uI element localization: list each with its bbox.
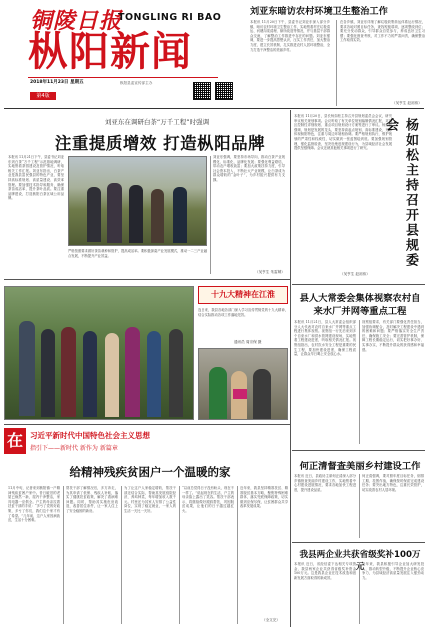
- qr-code-left[interactable]: [193, 82, 211, 100]
- feature-body-col-5: 近年来，我县坚持精准扶贫、精准脱贫基本方略，聚焦特殊困难群体，落实兜底保障政策，切实做到应保尽保，让贫困群众共享改革发展成果。: [240, 486, 288, 509]
- right-bottom-body-1: 本报讯 近日，省经信委下达相关专项资金，我县两家企业共获得省级奖补资金100万元。这是我县企业在技术改造和创新发展方面取得的新成效。: [294, 562, 356, 580]
- top-right-body-2: 在各乡镇，刘亚东详细了解垃圾收集转运体系运行情况，要求各地对照目标任务，查找短板弱项，逐项整改到位；要充分发动群众，引导群众自觉参与，养成良好卫生习惯；要强化督查考核，对工作不力的严肃问责，确保整治工作取得实效。: [340, 20, 425, 43]
- edition-number-badge: [30, 92, 56, 100]
- right-rule-2: [292, 450, 425, 451]
- qr-code-right[interactable]: [215, 82, 233, 100]
- feature-body-col-2: 帮扶干部了解情况后，多方奔走，为其申请了低保、残疾人补贴，落实了健康扶贫政策，解决了看病难问题。同时，帮助其实施危房改造，改善居住条件，让一家人住上了安全稳固的新房。: [66, 486, 118, 513]
- promo-body: 连日来，我县各地各部门深入学习宣传贯彻党的十九大精神，结合实际推动各项工作落地见效。: [198, 308, 288, 317]
- middle-bottom-rule: [4, 424, 290, 425]
- column-badge: [4, 428, 26, 454]
- main-photo: [68, 156, 207, 246]
- main-byline: （吴亨生 朱雷嫣）: [255, 270, 285, 274]
- column-sub: 指引下——新时代 新作为 新篇章: [30, 445, 118, 452]
- feature-photo-caption: 通讯员 周宗保 摄: [234, 340, 262, 344]
- column-name: 习近平新时代中国特色社会主义思想: [30, 431, 150, 440]
- right-mid-body-2: 视察组要求，有关部门要强化责任担当，加强协调配合，及时解决工程建设中遇到的困难和问题；要严格落实安全生产责任，确保施工安全；要完善管护机制，保障工程长期稳定运行，切实把好事办好、实事办实，不断提升群众的获得感和幸福感。: [362, 320, 424, 352]
- feature-headline[interactable]: 给精神残疾贫困户一个温暖的家: [69, 465, 231, 479]
- right-vertical-byline: （吴亨生 赵裕伟）: [340, 272, 370, 276]
- main-body-bottom: 严格按照要求做好茶苗栽种和管护，提高成活率。要积极探索产业发展模式，推动一二三产业融合发展，不断提升产业效益。: [68, 249, 207, 258]
- right-bottom-headline[interactable]: 我县两企业共获省级奖补100万元: [299, 550, 421, 572]
- market-photo: [198, 348, 288, 420]
- main-kicker: 刘亚东在调研白茶“万千工程”时强调: [104, 118, 210, 126]
- paper-name-pinyin: TONGLING RI BAO: [118, 12, 222, 23]
- right-lower-body-1: 本报讯 近日，县政协主席何正清深入部分乡镇督查美丽乡村建设工作，实地察看中心村建设进展情况，要求各地加快工程进度，提升建设品质。: [294, 474, 356, 492]
- masthead-rule: [28, 77, 218, 78]
- feature-body-col-4: “以前总觉得日子没有盼头，现在不一样了。”说起现在的生活，户主的母亲脸上露出了笑容。帮扶干部表示，将继续做好跟踪帮扶，巩固脱贫成果，让他们的日子越过越红火。: [182, 486, 234, 513]
- feature-end-mark: （全文完）: [262, 618, 280, 622]
- top-right-headline[interactable]: 刘亚东暗访农村环境卫生整治工作: [250, 6, 388, 17]
- sponsor: 枞阳县委宣传部主办: [120, 81, 153, 85]
- right-lower-headline[interactable]: 何正清督查美丽乡村建设工作: [299, 461, 421, 472]
- feature-body-col-1: 11月中旬，记者来到枞阳镇一户精神残疾贫困户家中。昔日破旧的老屋已焕然一新，屋内干净整洁，家具电器一应俱全。户主的母亲拉着扶贫干部的手说：“多亏了党的好政策，多亏了你们，我们这个家才有了希望。”几年前，这户人家因病致贫，生活十分困难。: [8, 486, 60, 523]
- feature-column-banner: [4, 428, 290, 456]
- right-rule-1: [292, 284, 425, 285]
- main-bottom-rule: [4, 279, 290, 280]
- top-right-byline: （吴亨生 赵裕伟）: [392, 101, 422, 105]
- right-bottom-body-2: 近年来，我县积极引导企业加大研发投入，推动转型升级，不断提升企业核心竞争力，为县域经济高质量发展注入强劲动力。: [362, 562, 424, 580]
- right-mid-body-1: 本报讯 11月21日，县人大常委会组织部分人大代表对农村自来水厂并网等重点工程进行集体视察。视察组一行先后来到多个自来水厂和供水管网建设现场，实地察看工程建设进度，听取相关情况汇报。视察组指出，农村饮水安全工程是重要的民生工程，要加快建设进度，确保工程质量，让群众早日喝上安全放心水。: [294, 320, 356, 357]
- edition-number: 第4版: [36, 93, 50, 99]
- top-right-body: 本报讯 11月20日下午，县委书记刘亚东深入部分乡镇，暗访农村环境卫生整治工作，实地察看村庄垃圾清运、河塘沟渠清理、厕所改造等情况，并与基层干部群众交流，了解整治工作推进中存在的问题。刘亚东强调，要进一步提高思想认识，压实工作责任，加大整治力度，建立长效机制，扎实推进农村人居环境整治，全力打造干净整洁的美丽乡村。: [250, 20, 330, 52]
- field-photo: [4, 286, 194, 420]
- column-badge-text: 在: [6, 431, 23, 450]
- right-mid-headline[interactable]: 县人大常委会集体视察农村自来水厂并网等重点工程: [299, 293, 421, 317]
- masthead-bottom-rule: [4, 108, 424, 109]
- feature-body-col-3: 为了让这户人家稳定增收，帮扶干部还结合实际，帮助其发展庭院经济，养鸡种菜，每年增加收入数千元。村里还为其家人安排了公益性岗位，实现了稳定就业，一家人的生活一天比一天好。: [124, 486, 176, 513]
- main-headline[interactable]: 注重提质增效 打造枞阳品牌: [54, 134, 266, 153]
- right-lower-body-2: 何正清强调，要对照年度目标任务，倒排工期，挂图作战，确保按时保质完成建设任务；要突出地方特色，注重长效管护，切实改善农村人居环境。: [362, 474, 424, 492]
- right-vertical-headline[interactable]: 杨如松主持召开县规委会: [383, 118, 418, 268]
- promo-badge-text: 十九大精神在江淮: [211, 290, 275, 299]
- main-body-col-2: 刘亚东强调，要坚持市场导向，推动白茶产业规模化、标准化、品牌化发展；要强化利益联结，带动农户增收致富；要加大政策扶持力度，引导社会资本投入，不断壮大产业规模，让白茶成为群众增收的“金叶子”，为乡村振兴提供有力支撑。: [213, 155, 285, 182]
- issue-info: 2018年11月23日 星期五: [30, 80, 84, 85]
- main-body-col-1: 本报讯 11月21日下午，县委书记刘亚东到白茶“万千工程”示范基地调研，实地察看茶园建设及管护情况，听取相关工作汇报。刘亚东指出，白茶产业是我县富民强县的特色产业，要坚持高标准规划、高质量建设、高效率管理。要加强技术指导和服务，确保茶苗成活率，提升茶叶品质。要注重品牌建设，打造枞阳白茶区域公用品牌。: [8, 155, 64, 201]
- edition-title: 枞阳新闻: [28, 29, 192, 75]
- right-vertical-body: 本报讯 11月20日，县长杨如松主持召开县规划委员会会议，研究审议相关规划事项。会议听取了有关单位规划编制情况汇报，对城区控制性详细规划、重点项目规划设计方案等进行了审议。杨如松强调，规划是发展的龙头，要坚持高起点规划、高标准建设，充分体现枞阳特色，注重与周边环境相协调。要严格规划执行，维护规划的严肃性和权威性，切实做到一张蓝图绘到底。要加强规划管理，强化监督检查，坚决杜绝违规建设行为，为县域经济社会发展提供坚强保障。会议还就其他相关事项进行了研究。: [294, 114, 392, 151]
- promo-badge-box[interactable]: [198, 286, 288, 304]
- paper-name-cn: 铜陵日报: [30, 8, 123, 34]
- right-rule-3: [292, 542, 425, 543]
